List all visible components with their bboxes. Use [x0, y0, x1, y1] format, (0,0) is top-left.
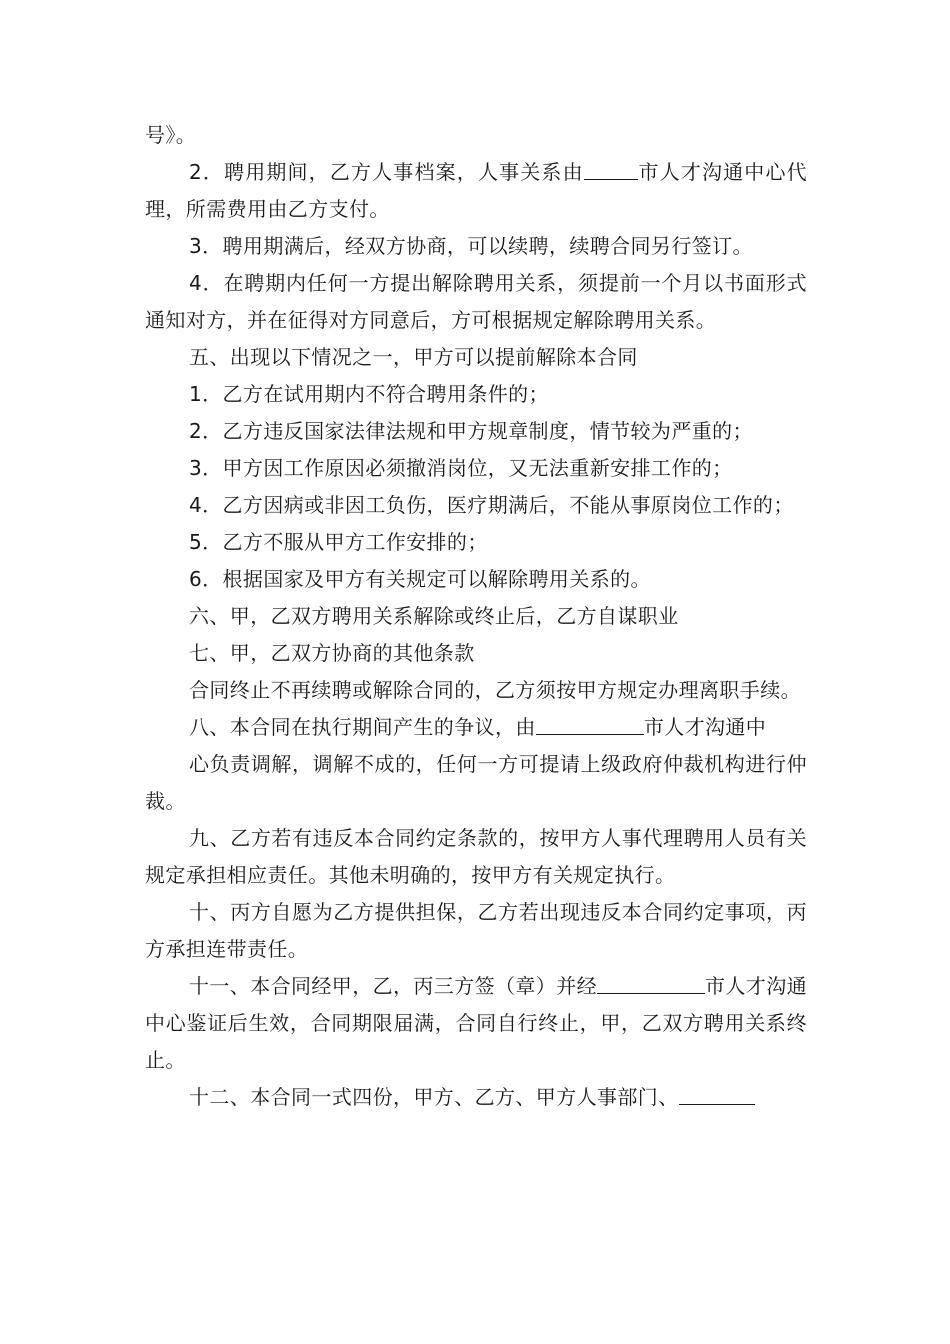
- section-5-item-6: [145, 561, 807, 598]
- section-5-item-4-text: 4．乙方因病或非因工负伤，医疗期满后，不能从事原岗位工作的；: [189, 493, 794, 517]
- section-5-item-6-text: 6．根据国家及甲方有关规定可以解除聘用关系的。: [189, 567, 651, 591]
- document-body: [145, 117, 807, 1116]
- section-10: [145, 894, 807, 968]
- section-5-item-2-text: 2．乙方违反国家法律法规和甲方规章制度，情节较为严重的；: [189, 419, 753, 443]
- paragraph-3: [145, 228, 807, 265]
- section-5-item-5-text: 5．乙方不服从甲方工作安排的；: [189, 530, 488, 554]
- paragraph-1: [145, 117, 807, 154]
- section-11-text: 十一、本合同经甲，乙，丙三方签（章）并经: [189, 974, 597, 998]
- paragraph-4: [145, 265, 807, 339]
- section-10-text: 十、丙方自愿为乙方提供担保，乙方若出现违反本合同约定事项，丙方承担连带责任。: [145, 900, 807, 961]
- section-9: [145, 820, 807, 894]
- section-5-item-1: [145, 376, 807, 413]
- section-8-continued-text: 心负责调解，调解不成的，任何一方可提请上级政府仲裁机构进行仲裁。: [145, 752, 807, 813]
- section-8-continued: [145, 746, 807, 820]
- section-8-text-after: 市人才沟通中: [643, 715, 767, 739]
- paragraph-1-text: 号》。: [145, 123, 197, 147]
- section-7-body: [145, 672, 807, 709]
- section-5-item-3-text: 3．甲方因工作原因必须撤消岗位，又无法重新安排工作的；: [189, 456, 733, 480]
- section-12: [145, 1079, 807, 1116]
- section-5-item-1-text: 1．乙方在试用期内不符合聘用条件的；: [189, 382, 549, 406]
- section-5-heading: [145, 339, 807, 376]
- section-5-item-4: [145, 487, 807, 524]
- paragraph-3-text: 3．聘用期满后，经双方协商，可以续聘，续聘合同另行签订。: [189, 234, 753, 258]
- section-9-text: 九、乙方若有违反本合同约定条款的，按甲方人事代理聘用人员有关规定承担相应责任。其他未明确的，按甲方有关规定执行。: [145, 826, 807, 887]
- blank-city-field-4[interactable]: [679, 1084, 755, 1105]
- section-7-heading: [145, 635, 807, 672]
- paragraph-4-text: 4．在聘期内任何一方提出解除聘用关系，须提前一个月以书面形式通知对方，并在征得对方同意后，方可根据规定解除聘用关系。: [145, 271, 807, 332]
- section-5-heading-text: 五、出现以下情况之一，甲方可以提前解除本合同: [189, 345, 638, 369]
- section-11-text-after: 市人才沟通中心鉴证后生效，合同期限届满，合同自行终止，甲，乙双方聘用关系终止。: [145, 974, 807, 1072]
- section-8-heading: [145, 709, 807, 746]
- section-5-item-5: [145, 524, 807, 561]
- blank-city-field-1[interactable]: [584, 159, 638, 180]
- section-11: [145, 968, 807, 1079]
- section-7-heading-text: 七、甲，乙双方协商的其他条款: [189, 641, 475, 665]
- paragraph-2-text-after: 市人才沟通中心代理，所需费用由乙方支付。: [145, 160, 807, 221]
- paragraph-2: [145, 154, 807, 228]
- section-6-heading: [145, 598, 807, 635]
- section-8-text: 八、本合同在执行期间产生的争议，由: [189, 715, 536, 739]
- section-5-item-2: [145, 413, 807, 450]
- section-6-heading-text: 六、甲，乙双方聘用关系解除或终止后，乙方自谋职业: [189, 604, 679, 628]
- blank-city-field-3[interactable]: [597, 973, 705, 994]
- section-12-text: 十二、本合同一式四份，甲方、乙方、甲方人事部门、: [189, 1085, 679, 1109]
- paragraph-2-text: 2．聘用期间，乙方人事档案，人事关系由: [189, 160, 584, 184]
- blank-city-field-2[interactable]: [536, 714, 644, 735]
- section-7-body-text: 合同终止不再续聘或解除合同的，乙方须按甲方规定办理离职手续。: [189, 678, 801, 702]
- section-5-item-3: [145, 450, 807, 487]
